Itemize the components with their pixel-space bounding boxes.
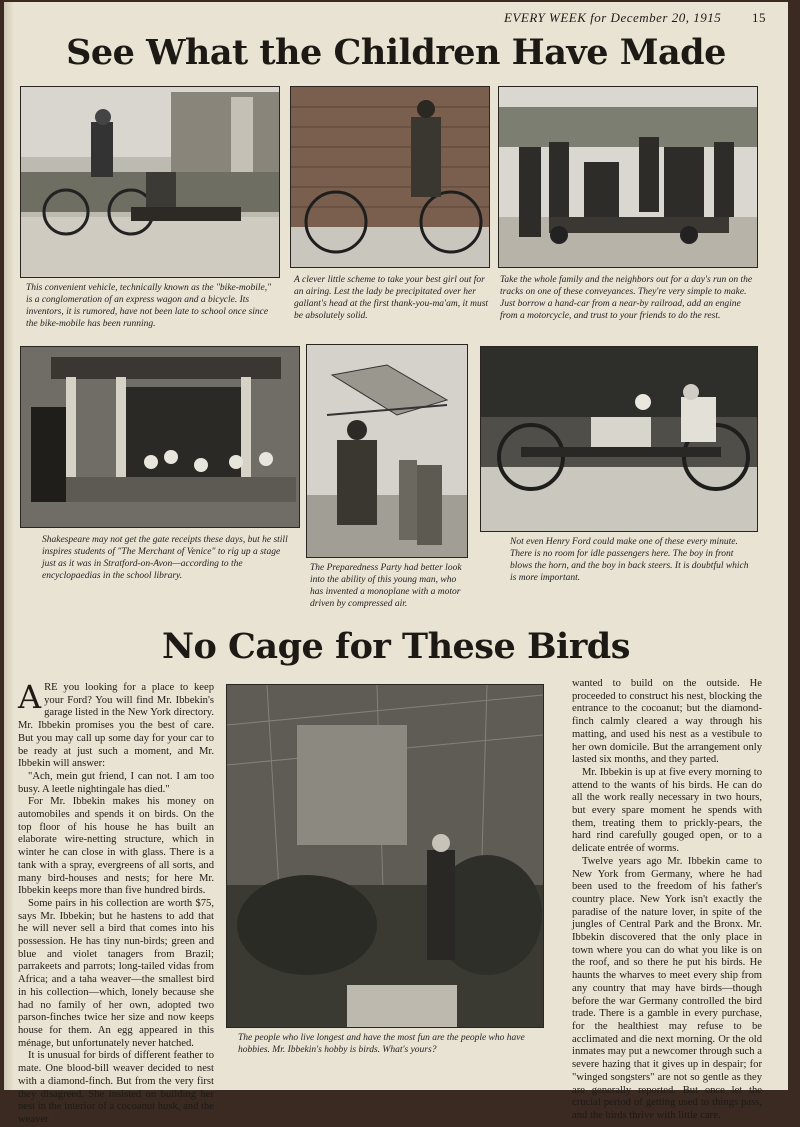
magazine-page [4,2,788,1125]
page-number: 15 [752,10,766,25]
article-paragraph: wanted to build on the outside. He proceeded to construct his nest, blocking the entrance to the cocoanut; but the diamond-finch calmly cleared a way through his matting, and used his nest as a vestibule to her own domicile. But the arrangement only lasted six months, and they parted. [572,678,762,766]
headline-children: See What the Children Have Made [66,32,726,73]
article-paragraph: "Ach, mein gut friend, I can not. I am too busy. A leetle nightingale has died." [18,770,214,795]
photo-ford [480,346,758,532]
article-paragraph: Mr. Ibbekin is up at five every morning to attend to the wants of his birds. He can do all the work really necessary in two hours, but every spare moment he spends with them, treating them to prickly-pears, the hard rind carefully gouged open, or to a delicate entrée of worms. [572,766,762,855]
article-column-3 [572,678,762,1123]
article-paragraph: Twelve years ago Mr. Ibbekin came to New York from Germany, where he had been used to the freedom of his father's country place. New York isn't exactly the paradise of the nature lover, in spite of the jungles of Central Park and the Bronx. Mr. Ibbekin discovered that the only place in town where you can do what you like is on the roof, and so there he put his birds. He haunts the wharves to meet every ship from any country that may have birds—though before the war Germany controlled the bird trade. There is a gamble in every purchase, for the healthiest may refuse to be acclimated and die next morning. Or the old inmates may put a newcomer through such a severe hazing that it gives up in despair; for "winged songsters" are not so gentle as they are generally reported. But once let the crucial period of getting used to things pass, and the birds thrive with little care. [572,855,762,1121]
caption-birds: The people who live longest and have the most fun are the people who have hobbies. Mr. Ibbekin's hobby is birds. What's yours? [238,1033,525,1055]
photo-bicycle [290,86,490,268]
caption-bicycle: A clever little scheme to take your best girl out for an airing. Lest the lady be precipitated over her gallant's head at the first thank-you-ma'am, it must be absolutely solid. [294,275,489,321]
caption-ford: Not even Henry Ford could make one of these every minute. There is no room for idle passengers here. The boy in front blows the horn, and the boy in back steers. It is doubtful which is more important. [510,537,749,583]
photo-aviary [226,684,544,1028]
photo-bike-mobile [20,86,280,278]
article-paragraph: For Mr. Ibbekin makes his money on automobiles and spends it on birds. On the top floor of his house he has built an elaborate wire-netting structure, which in winter he can close in with glass. There is a tank with a spray, evergreens of all sorts, and many bird-houses and nests; for here Mr. Ibbekin keeps more than five hundred birds. [18,796,214,897]
caption-hand-car: Take the whole family and the neighbors out for a day's run on the tracks on one of these conveyances. They're very simple to make. Just borrow a hand-car from a near-by railroad, add an engine from a motorcycle, and trust to your friends to do the rest. [500,275,753,321]
article-paragraph: It is unusual for birds of different feather to mate. One blood-bill weaver decided to nest with a diamond-finch. But from the very first they disagreed. She insisted on building her nest in the interior of a cocoanut husk, and the weaver [18,1050,214,1125]
running-header [504,10,766,26]
article-column-1 [18,678,214,1127]
caption-monoplane: The Preparedness Party had better look into the ability of this young man, who has invented a monoplane with a motor driven by compressed air. [310,563,462,609]
binding-gutter [4,2,14,1090]
running-title: EVERY WEEK for December 20, 1915 [504,10,722,25]
article-paragraph: Some pairs in his collection are worth $75, says Mr. Ibbekin; but he hastens to add that he will never sell a bird that comes into his possession. He has tiny nun-birds; green and blue and violet tanagers from Brazil; parrakeets and parrots; long-tailed vidas from Africa; and a taha weaver—the smallest bird in his collection—which, lonely because she had no family of her own, adopted two parson-finches twice her size and now keeps house for them. An egg appeared in this ménage, but unfortunately never hatched. [18,897,214,1049]
article-paragraph: ARE you looking for a place to keep your Ford? You will find Mr. Ibbekin's garage listed in the New York directory. Mr. Ibbekin promises you the best of care. But you may call up some day for your car to be ready at just such a moment, and Mr. Ibbekin will answer: [18,678,214,770]
photo-theater [20,346,300,528]
headline-birds: No Cage for These Birds [162,626,630,667]
drop-cap: A [18,678,42,716]
caption-theater: Shakespeare may not get the gate receipts these days, but he still inspires students of "The Merchant of Venice" to rig up a stage just as it was in Stratford-on-Avon—according to the encyclopaedias in the school library. [42,535,288,581]
photo-monoplane [306,344,468,558]
caption-bike-mobile: This convenient vehicle, technically known as the "bike-mobile," is a conglomeration of an express wagon and a bicycle. Its inventors, it is rumored, have not been late to school once since the bike-mobile has been running. [26,283,272,329]
photo-hand-car [498,86,758,268]
